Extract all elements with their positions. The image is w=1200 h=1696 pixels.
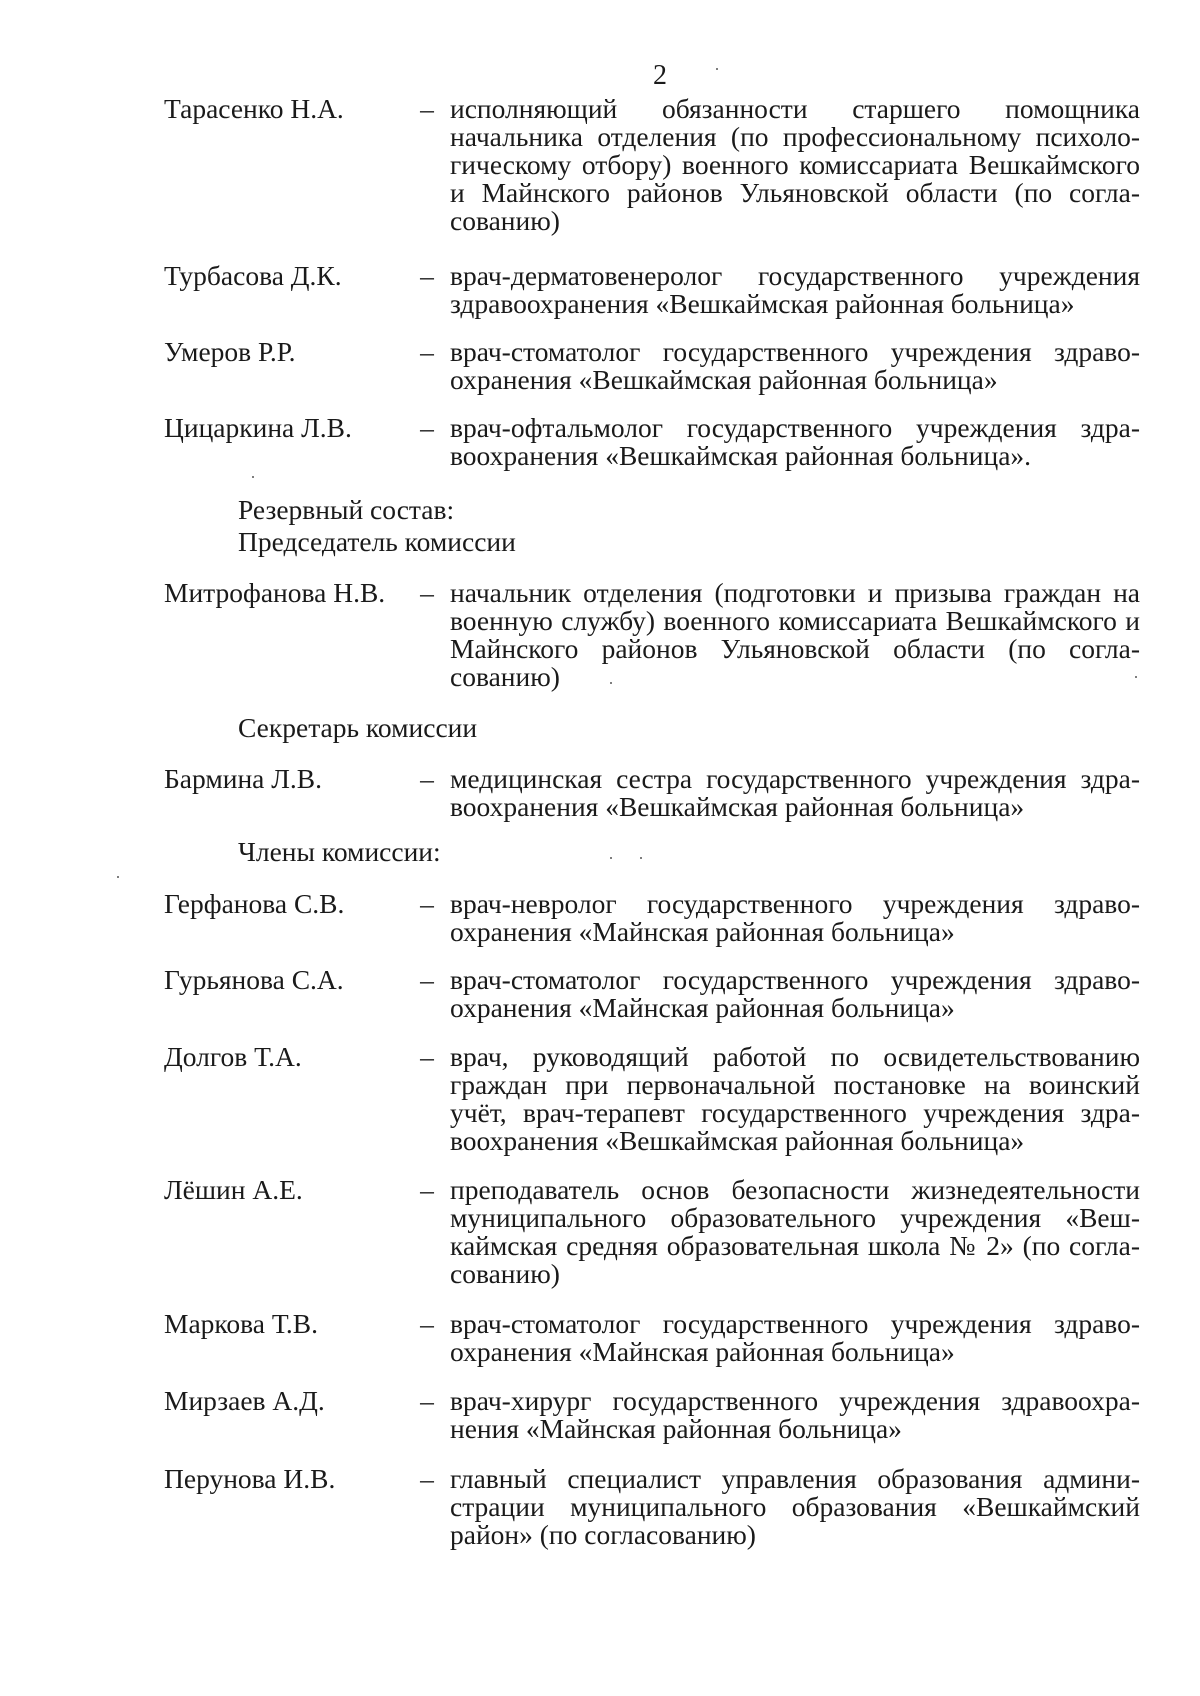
member-name: Перунова И.В. bbox=[164, 1463, 336, 1494]
member-position: преподаватель основ безопасности жизнедеятельности муниципального образовательного учреждения «Вешкаймская средняя образовательная школа № 2» (по согласованию) bbox=[450, 1174, 1140, 1289]
member-name: Гурьянова С.А. bbox=[164, 964, 344, 995]
dash-separator: – bbox=[420, 1463, 434, 1494]
dash-separator: – bbox=[420, 1174, 434, 1205]
scan-speck bbox=[252, 476, 254, 478]
dash-separator: – bbox=[420, 1308, 434, 1339]
member-position: врач, руководящий работой по освидетельствованию граждан при первоначальной постановке на воинский учёт, врач-терапевт государственного учреждения здравоохранения «Вешкаймская районная больница» bbox=[450, 1041, 1140, 1156]
member-name: Лёшин А.Е. bbox=[164, 1174, 303, 1205]
scan-speck bbox=[117, 876, 119, 878]
member-name: Долгов Т.А. bbox=[164, 1041, 302, 1072]
member-position: врач-стоматолог государственного учреждения здравоохранения «Вешкаймская районная больница» bbox=[450, 336, 1140, 395]
dash-separator: – bbox=[420, 93, 434, 124]
member-name: Турбасова Д.К. bbox=[164, 260, 342, 291]
member-entry bbox=[164, 1174, 1140, 1289]
dash-separator: – bbox=[420, 964, 434, 995]
member-position: врач-дерматовенеролог государственного учреждения здравоохранения «Вешкаймская районная больница» bbox=[450, 260, 1140, 319]
dash-separator: – bbox=[420, 412, 434, 443]
member-position: врач-стоматолог государственного учреждения здравоохранения «Майнская районная больница» bbox=[450, 1308, 1140, 1367]
scan-speck bbox=[716, 68, 718, 70]
scan-speck bbox=[610, 682, 612, 684]
scan-speck bbox=[640, 857, 642, 859]
member-position: главный специалист управления образования администрации муниципального образования «Вешкаймский район» (по согласованию) bbox=[450, 1463, 1140, 1550]
chairman-heading: Председатель комиссии bbox=[238, 526, 516, 557]
scan-speck bbox=[610, 857, 612, 859]
dash-separator: – bbox=[420, 260, 434, 291]
member-entry bbox=[164, 93, 1140, 236]
dash-separator: – bbox=[420, 577, 434, 608]
member-position: врач-хирург государственного учреждения здравоохранения «Майнская районная больница» bbox=[450, 1385, 1140, 1444]
member-name: Тарасенко Н.А. bbox=[164, 93, 344, 124]
reserve-heading: Резервный состав: bbox=[238, 494, 455, 525]
member-name: Мирзаев А.Д. bbox=[164, 1385, 325, 1416]
page-number: 2 bbox=[653, 60, 667, 91]
dash-separator: – bbox=[420, 1385, 434, 1416]
secretary-position: медицинская сестра государственного учреждения здравоохранения «Вешкаймская районная больница» bbox=[450, 763, 1140, 822]
member-position: врач-невролог государственного учреждения здравоохранения «Майнская районная больница» bbox=[450, 888, 1140, 947]
member-name: Маркова Т.В. bbox=[164, 1308, 318, 1339]
member-entry bbox=[164, 1465, 1140, 1565]
dash-separator: – bbox=[420, 1041, 434, 1072]
member-entry bbox=[164, 1041, 1140, 1156]
dash-separator: – bbox=[420, 336, 434, 367]
secretary-name: Бармина Л.В. bbox=[164, 763, 322, 794]
chairman-entry bbox=[164, 577, 1140, 692]
secretary-heading: Секретарь комиссии bbox=[238, 712, 478, 743]
chairman-position: начальник отделения (подготовки и призыва граждан на военную службу) военного комиссариата Вешкаймского и Майнского районов Ульяновской области (по согласованию) bbox=[450, 577, 1140, 692]
member-position: врач-офтальмолог государственного учреждения здравоохранения «Вешкаймская районная больница». bbox=[450, 412, 1140, 471]
dash-separator: – bbox=[420, 888, 434, 919]
member-name: Герфанова С.В. bbox=[164, 888, 345, 919]
member-position: врач-стоматолог государственного учреждения здравоохранения «Майнская районная больница» bbox=[450, 964, 1140, 1023]
member-position: исполняющий обязанности старшего помощника начальника отделения (по профессиональному психологическому отбору) военного комиссариата Вешкаймского и Майнского районов Ульяновской области (по согласованию) bbox=[450, 93, 1140, 236]
dash-separator: – bbox=[420, 763, 434, 794]
member-name: Умеров Р.Р. bbox=[164, 336, 296, 367]
members-heading: Члены комиссии: bbox=[238, 836, 441, 867]
scan-speck bbox=[1135, 676, 1137, 678]
member-name: Цицаркина Л.В. bbox=[164, 412, 352, 443]
chairman-name: Митрофанова Н.В. bbox=[164, 577, 386, 608]
